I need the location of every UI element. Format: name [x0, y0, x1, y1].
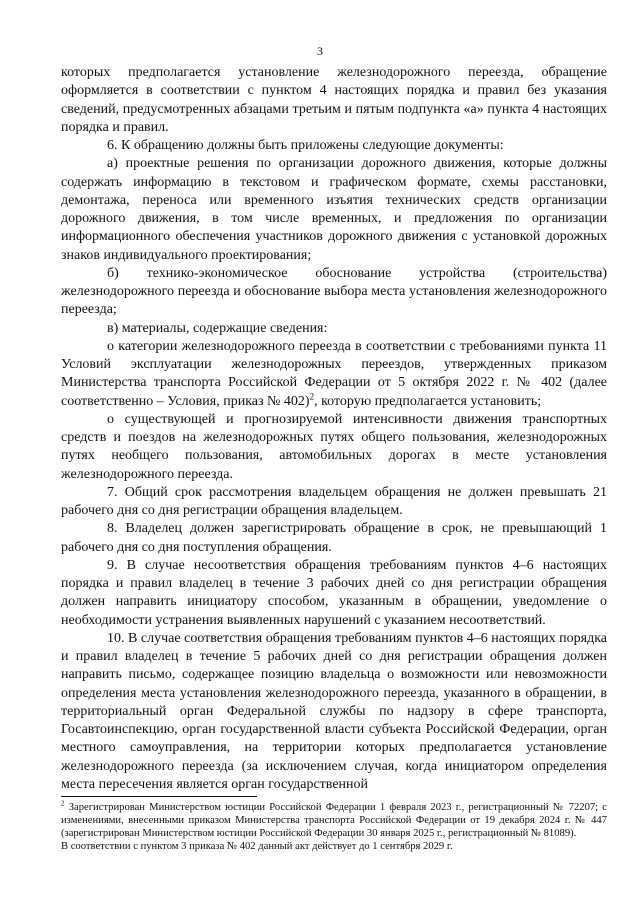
paragraph-item-10: 10. В случае соответствия обращения требованиям пунктов 4–6 настоящих порядка и правил владелец в течение 5 рабочих дней со дня регистрации обращения должен направить письмо, содержащее позицию владельца о возможности или невозможности определения места установления железнодорожного переезда, указанного в обращении, в территориальный орган Федеральной службы по надзору в сфере транспорта, Госавтоинспекцию, орган государственной власти субъекта Российской Федерации, орган местного самоуправления, на территории которых предполагается установление железнодорожного переезда (за исключением случая, когда инициатором определения места пересечения является орган государственной [61, 630, 607, 792]
footnote-line-2: В соответствии с пунктом 3 приказа № 402 данный акт действует до 1 сентября 2029 г. [61, 841, 453, 852]
paragraph-continuation: которых предполагается установление железнодорожного переезда, обращение оформляется в соответствии с пунктом 4 настоящих порядка и правил без указания сведений, предусмотренных абзацами третьим и пятым подпункта «а» пункта 4 настоящих порядка и правил. [61, 65, 607, 135]
paragraph-item-9: 9. В случае несоответствия обращения требованиям пунктов 4–6 настоящих порядка и правил владелец в течение 3 рабочих дней со дня регистрации обращения должен направить инициатору способом, указанным в обращении, уведомление о необходимости устранения выявленных нарушений с указанием несоответствий. [61, 557, 607, 628]
paragraph-category [61, 338, 607, 411]
footnote-mark: 2 [61, 799, 65, 808]
paragraph-subitem-v: в) материалы, содержащие сведения: [107, 320, 328, 336]
page-number: 3 [317, 44, 323, 58]
paragraph-category-text-after: , которую предполагается установить; [314, 393, 542, 409]
paragraph-item-8: 8. Владелец должен зарегистрировать обращение в срок, не превышающий 1 рабочего дня со дня поступления обращения. [61, 521, 607, 555]
document-body [61, 64, 607, 794]
paragraph-subitem-a: а) проектные решения по организации дорожного движения, которые должны содержать информацию в текстовом и графическом формате, схемы расстановки, демонтажа, переноса или временного изъятия технических средств организации дорожного движения, в том числе временных, и предложения по организации информационного обеспечения участников дорожного движения с установкой дорожных знаков индивидуального проектирования; [61, 156, 607, 263]
footnote-reference[interactable]: 2 [309, 390, 315, 401]
footnote-text-1: Зарегистрирован Министерством юстиции Российской Федерации 1 февраля 2023 г., регистрационный № 72207; с изменениями, внесенными приказом Министерства транспорта Российской Федерации от 19 декабря 2024 г. № 447 (зарегистрирован Министерством юстиции Российской Федерации 30 января 2025 г., регистрационный № 81089). [61, 802, 607, 839]
paragraph-category-text: о категории железнодорожного переезда в соответствии с требованиями пункта 11 Условий эксплуатации железнодорожных переездов, утвержденных приказом Министерства транспорта Российской Федерации от 5 октября 2022 г. № 402 (далее соответственно – Условия, приказ № 402) [61, 338, 607, 409]
footnote-divider [61, 796, 257, 797]
footnote [61, 801, 607, 853]
paragraph-item-7: 7. Общий срок рассмотрения владельцем обращения не должен превышать 21 рабочего дня со дня регистрации обращения владельцем. [61, 484, 607, 518]
paragraph-intensity: о существующей и прогнозируемой интенсивности движения транспортных средств и поездов на железнодорожных путях общего пользования, железнодорожных путях необщего пользования, автомобильных дорогах в месте установления железнодорожного переезда. [61, 411, 607, 482]
paragraph-item-6: 6. К обращению должны быть приложены следующие документы: [107, 138, 504, 153]
paragraph-subitem-b: б) технико-экономическое обоснование устройства (строительства) железнодорожного переезда и обоснование выбора места установления железнодорожного переезда; [61, 265, 607, 318]
footnote-line-1 [61, 801, 607, 840]
